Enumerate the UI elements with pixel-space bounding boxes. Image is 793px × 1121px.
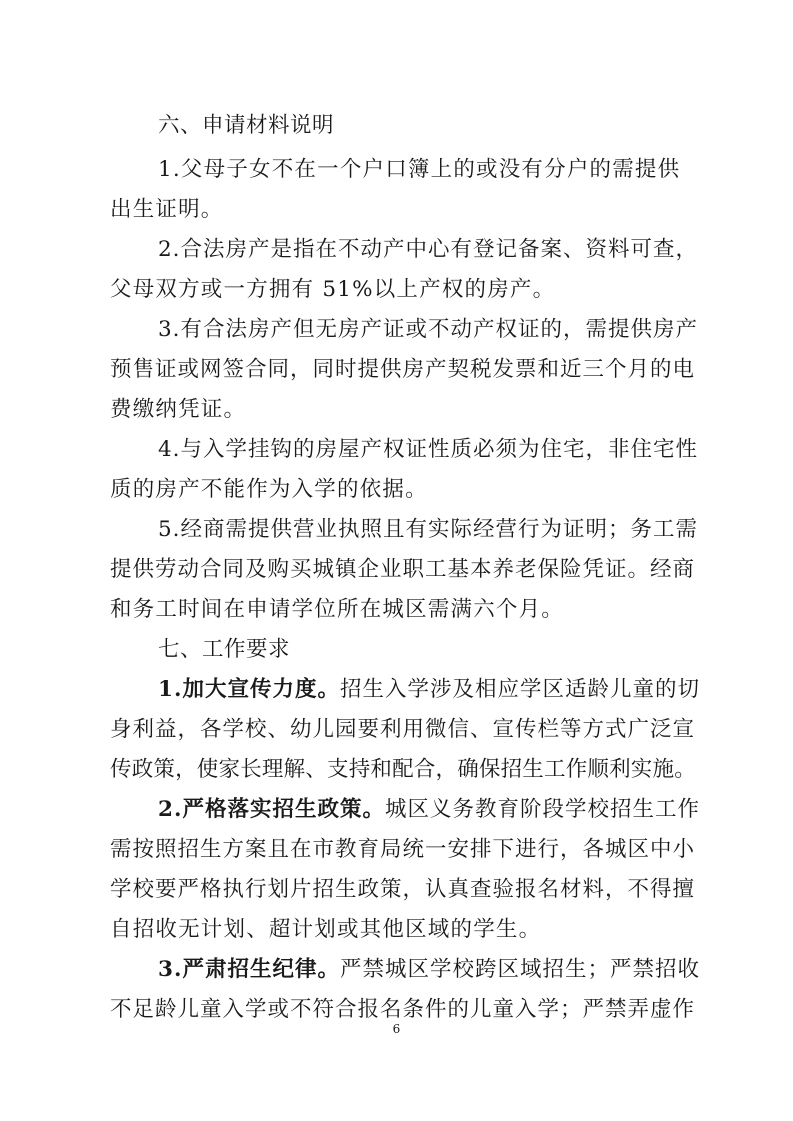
section-seven-heading: 七、工作要求 [158,637,291,662]
requirement-1-line-1 [158,676,700,704]
item-5-line-3: 和务工时间在申请学位所在城区需满六个月。 [110,597,565,622]
requirement-2-text: 城区义务教育阶段学校招生工作 [384,797,700,822]
section-six-heading: 六、申请材料说明 [158,113,335,138]
item-3-line-3: 费缴纳凭证。 [110,397,247,422]
requirement-1-line-3: 传政策，使家长理解、支持和配合，确保招生工作顺利实施。 [110,757,696,782]
item-3-line-1: 3.有合法房产但无房产证或不动产权证的，需提供房产 [158,317,699,342]
item-2-line-1: 2.合法房产是指在不动产中心有登记备案、资料可查， [158,237,699,262]
requirement-1-line-2: 身利益，各学校、幼儿园要利用微信、宣传栏等方式广泛宣 [110,717,696,742]
item-4-line-2: 质的房产不能作为入学的依据。 [110,477,428,502]
requirement-3-title: 3.严肃招生纪律。 [158,957,340,982]
requirement-2-line-4: 自招收无计划、超计划或其他区域的学生。 [110,917,542,942]
item-1-line-2: 出生证明。 [110,197,224,222]
requirement-1-text: 招生入学涉及相应学区适龄儿童的切 [339,677,700,702]
item-5-line-1: 5.经商需提供营业执照且有实际经营行为证明；务工需 [158,517,699,542]
requirement-2-title: 2.严格落实招生政策。 [158,797,385,822]
page-number: 6 [392,1022,401,1036]
item-3-line-2: 预售证或网签合同，同时提供房产契税发票和近三个月的电 [110,357,696,382]
item-2-line-2: 父母双方或一方拥有 51%以上产权的房产。 [110,277,556,302]
item-5-line-2: 提供劳动合同及购买城镇企业职工基本养老保险凭证。经商 [110,557,696,582]
item-4-line-1: 4.与入学挂钩的房屋产权证性质必须为住宅，非住宅性 [158,437,699,462]
requirement-3-line-1 [158,956,700,984]
requirement-3-line-2: 不足龄儿童入学或不符合报名条件的儿童入学；严禁弄虚作 [110,997,696,1022]
requirement-2-line-1 [158,796,700,824]
requirement-1-title: 1.加大宣传力度。 [158,677,340,702]
item-1-line-1: 1.父母子女不在一个户口簿上的或没有分户的需提供 [158,157,681,182]
requirement-3-text: 严禁城区学校跨区域招生；严禁招收 [339,957,700,982]
requirement-2-line-3: 学校要严格执行划片招生政策，认真查验报名材料，不得擅 [110,877,696,902]
requirement-2-line-2: 需按照招生方案且在市教育局统一安排下进行，各城区中小 [110,837,696,862]
